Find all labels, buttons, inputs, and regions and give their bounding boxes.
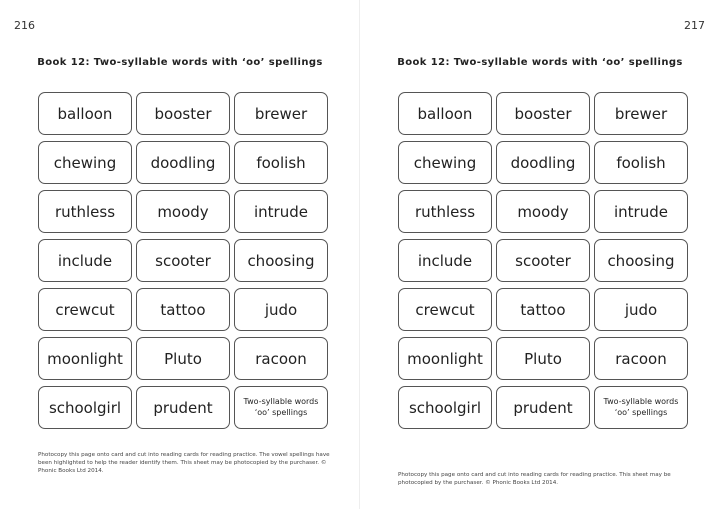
word-card: doodling: [496, 141, 590, 184]
page-title: Book 12: Two-syllable words with ‘oo’ spellings: [37, 57, 323, 68]
category-card: Two-syllable words ‘oo’ spellings: [234, 386, 328, 429]
word-card: balloon: [38, 92, 132, 135]
word-card: chewing: [398, 141, 492, 184]
word-card: doodling: [136, 141, 230, 184]
page-title: Book 12: Two-syllable words with ‘oo’ spellings: [397, 57, 683, 68]
word-card: brewer: [234, 92, 328, 135]
word-card: moonlight: [398, 337, 492, 380]
word-card: prudent: [496, 386, 590, 429]
word-card: moonlight: [38, 337, 132, 380]
word-card: intrude: [594, 190, 688, 233]
word-card: scooter: [136, 239, 230, 282]
word-card: schoolgirl: [398, 386, 492, 429]
word-card-grid: [398, 92, 688, 429]
word-card: chewing: [38, 141, 132, 184]
page-number: 216: [14, 19, 35, 32]
word-card: choosing: [234, 239, 328, 282]
word-card: tattoo: [496, 288, 590, 331]
word-card: balloon: [398, 92, 492, 135]
word-card: brewer: [594, 92, 688, 135]
word-card: include: [398, 239, 492, 282]
word-card: Pluto: [136, 337, 230, 380]
word-card-grid: [38, 92, 328, 429]
word-card: schoolgirl: [38, 386, 132, 429]
word-card: Pluto: [496, 337, 590, 380]
word-card: moody: [496, 190, 590, 233]
right-page: [360, 0, 720, 509]
word-card: prudent: [136, 386, 230, 429]
word-card: intrude: [234, 190, 328, 233]
word-card: scooter: [496, 239, 590, 282]
word-card: tattoo: [136, 288, 230, 331]
word-card: ruthless: [398, 190, 492, 233]
word-card: crewcut: [38, 288, 132, 331]
word-card: racoon: [234, 337, 328, 380]
word-card: booster: [496, 92, 590, 135]
category-card: Two-syllable words ‘oo’ spellings: [594, 386, 688, 429]
word-card: foolish: [234, 141, 328, 184]
word-card: crewcut: [398, 288, 492, 331]
word-card: include: [38, 239, 132, 282]
word-card: judo: [594, 288, 688, 331]
word-card: booster: [136, 92, 230, 135]
footer-note: Photocopy this page onto card and cut into reading cards for reading practice. The vowel spellings have been highlighted to help the reader identify them. This sheet may be photocopied by the purchaser. © Phonic Books Ltd 2014.: [38, 452, 330, 475]
footer-note: Photocopy this page onto card and cut into reading cards for reading practice. This sheet may be photocopied by the purchaser. © Phonic Books Ltd 2014.: [398, 472, 671, 487]
word-card: moody: [136, 190, 230, 233]
page-number: 217: [684, 19, 705, 32]
word-card: racoon: [594, 337, 688, 380]
word-card: ruthless: [38, 190, 132, 233]
word-card: judo: [234, 288, 328, 331]
word-card: choosing: [594, 239, 688, 282]
word-card: foolish: [594, 141, 688, 184]
